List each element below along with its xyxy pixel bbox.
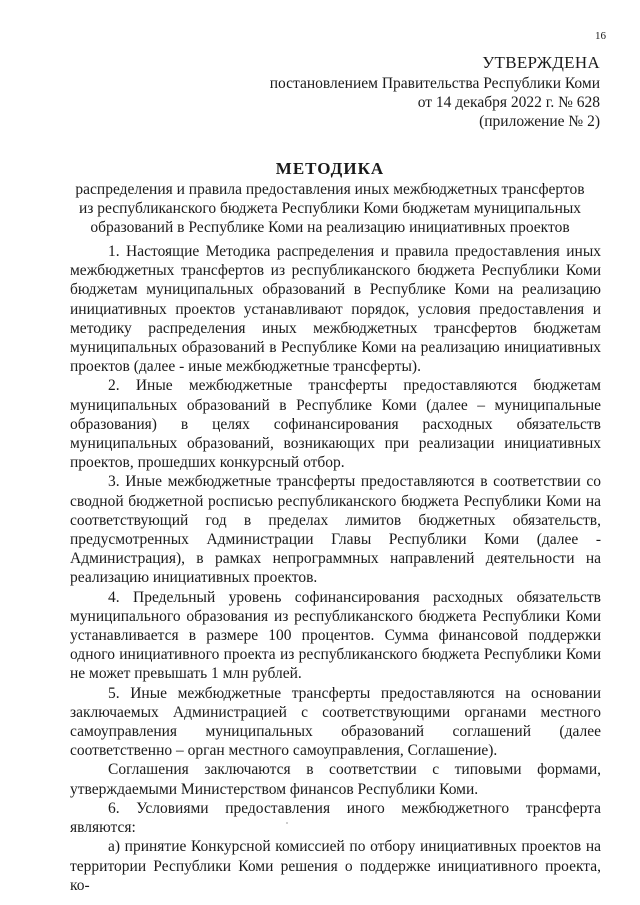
approval-line-1: постановлением Правительства Республики Коми — [269, 75, 600, 92]
paragraph-3: 3. Иные межбюджетные трансферты предоставляются в соответствии со сводной бюджетной росписью республиканского бюджета Республики Коми на соответствующий год в пределах лимитов бюджетных обязательств, предусмотренных Администрации Главы Республики Коми (далее - Администрация), в рамках непрограммных направлений деятельности на реализацию инициативных проектов. — [70, 473, 601, 587]
paragraph-4: 4. Предельный уровень софинансирования расходных обязательств муниципального образования из республиканского бюджета Республики Коми устанавливается в размере 100 процентов. Сумма финансовой поддержки одного инициативного проекта из республиканского бюджета Республики Коми не может превышать 1 млн рублей. — [70, 588, 601, 683]
scan-speck — [286, 822, 288, 824]
paragraph-6a: а) принятие Конкурсной комиссией по отбору инициативных проектов на территории Республики Коми решения о поддержке инициативного проекта, ко- — [70, 838, 601, 894]
approval-stamp-block — [270, 52, 600, 131]
document-heading — [60, 158, 600, 237]
paragraph-2: 2. Иные межбюджетные трансферты предоставляются бюджетам муниципальных образований в Республике Коми (далее – муниципальные образования) в целях софинансирования расходных обязательств муниципальных образований, возникающих при реализации инициативных проектов, прошедших конкурсный отбор. — [70, 377, 601, 472]
document-subtitle-line-2: из республиканского бюджета Республики Коми бюджетам муниципальных — [78, 200, 582, 217]
approval-heading: УТВЕРЖДЕНА — [482, 53, 600, 72]
paragraph-5-note: Соглашения заключаются в соответствии с типовыми формами, утверждаемыми Министерством финансов Республики Коми. — [70, 761, 601, 798]
document-body — [70, 242, 601, 895]
paragraph-1: 1. Настоящие Методика распределения и правила предоставления иных межбюджетных трансфертов из республиканского бюджета Республики Коми бюджетам муниципальных образований в Республике Коми на реализацию инициативных проектов устанавливают порядок, условия предоставления и методику распределения иных межбюджетных трансфертов бюджетам муниципальных образований в Республике Коми на реализацию инициативных проектов (далее - иные межбюджетные трансферты). — [70, 243, 601, 376]
paragraph-5: 5. Иные межбюджетные трансферты предоставляются на основании заключаемых Администрацией с соответствующими органами местного самоуправления муниципальных образований соглашений (далее соответственно – орган местного самоуправления, Соглашение). — [70, 684, 601, 760]
page-number: 16 — [595, 30, 606, 42]
document-subtitle-line-1: распределения и правила предоставления иных межбюджетных трансфертов — [75, 181, 585, 198]
document-subtitle-line-3: образований в Республике Коми на реализацию инициативных проектов — [90, 219, 570, 236]
document-title: МЕТОДИКА — [275, 159, 385, 178]
approval-line-2: от 14 декабря 2022 г. № 628 — [417, 94, 600, 111]
approval-line-3: (приложение № 2) — [479, 113, 600, 130]
paragraph-6: 6. Условиями предоставления иного межбюджетного трансферта являются: — [70, 799, 601, 837]
